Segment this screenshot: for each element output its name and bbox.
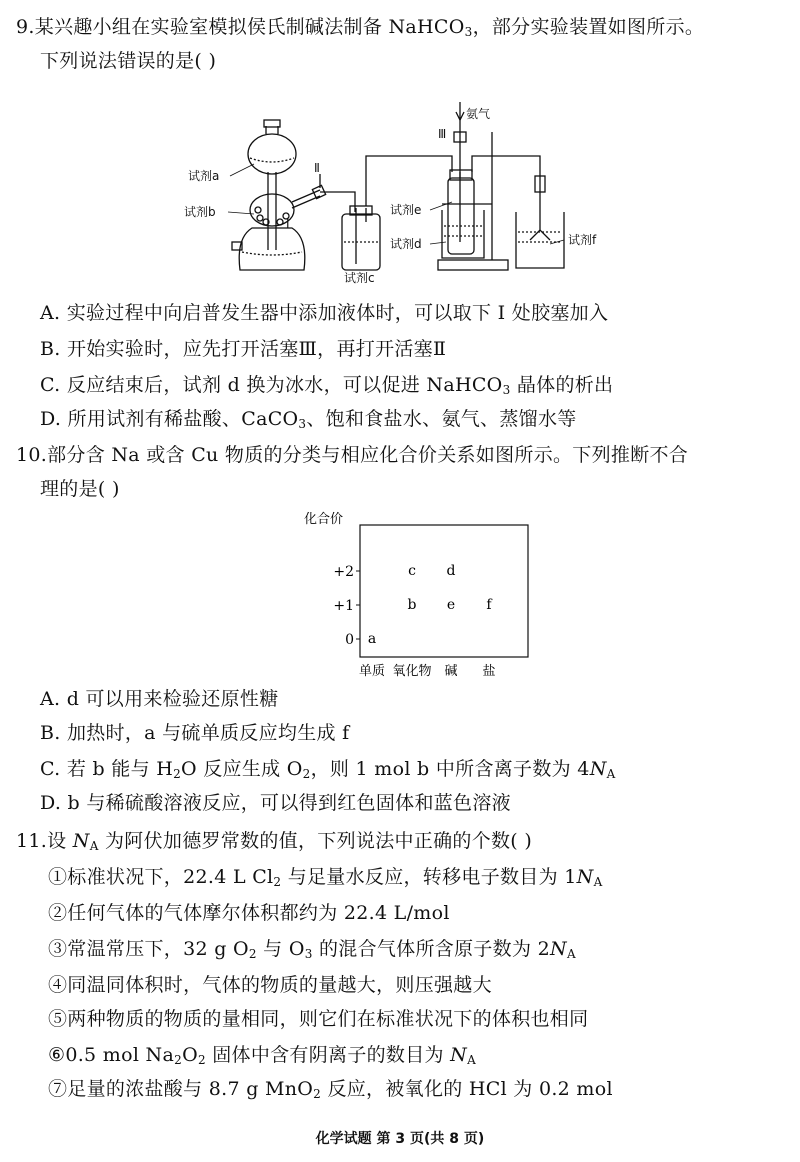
q9-option-b: B. 开始实验时，应先打开活塞Ⅲ，再打开活塞Ⅱ: [40, 338, 447, 360]
kipp-generator: [232, 120, 320, 270]
data-point-a: a: [367, 631, 377, 647]
reagent-b-label: 试剂b: [184, 205, 216, 219]
x-category-label: 单质: [358, 664, 386, 679]
data-point-c: c: [408, 563, 416, 579]
reagent-d-label: 试剂d: [390, 237, 422, 251]
reagent-f-label: 试剂f: [568, 233, 597, 247]
q11-statement-6: ⑥0.5 mol $Na_2O_2$ 固体中含有阴离子的数目为 $N_A$: [48, 1044, 477, 1067]
wash-bottle-c: [342, 206, 380, 270]
q10-option-d: D. b 与稀硫酸溶液反应，可以得到红色固体和蓝色溶液: [40, 792, 511, 814]
q10-stem-line2: 理的是( ): [40, 478, 120, 500]
valence-category-chart: [290, 505, 540, 685]
q11-statement-5: ⑤两种物质的物质的量相同，则它们在标准状况下的体积也相同: [48, 1008, 589, 1030]
beaker-d: [442, 170, 484, 258]
q11-statement-2: ②任何气体的气体摩尔体积都约为 22.4 L/mol: [48, 902, 450, 924]
data-point-d: d: [446, 563, 456, 579]
q9-option-d: D. 所用试剂有稀盐酸、CaCO$_3$、饱和食盐水、氨气、蒸馏水等: [40, 408, 577, 431]
valve-III-label: Ⅲ: [438, 127, 447, 141]
q9-number: 9.: [16, 16, 35, 38]
data-point-b: b: [407, 597, 417, 613]
lab-apparatus-figure: [180, 92, 600, 288]
y-tick-label: +1: [333, 598, 354, 614]
page-footer: 化学试题 第 3 页(共 8 页): [315, 1131, 485, 1147]
x-category-label: 盐: [482, 664, 496, 679]
reagent-e-label: 试剂e: [390, 203, 422, 217]
chart-frame: [360, 525, 528, 657]
q11-statement-3: ③常温常压下，32 g $O_2$ 与 $O_3$ 的混合气体所含原子数为 $2N_A$: [48, 938, 576, 961]
q11-statement-4: ④同温同体积时，气体的物质的量越大，则压强越大: [48, 974, 492, 996]
q11-number: 11.: [16, 830, 48, 852]
q10-stem-line1: 10.部分含 Na 或含 Cu 物质的分类与相应化合价关系如图所示。下列推断不合: [16, 444, 689, 466]
reagent-c-label: 试剂c: [344, 271, 375, 285]
q9-option-a: A. 实验过程中向启普发生器中添加液体时，可以取下 Ⅰ 处胶塞加入: [40, 302, 609, 324]
q11-statement-7: ⑦足量的浓盐酸与 8.7 g MnO$_2$ 反应，被氧化的 HCl 为 0.2 mol: [48, 1078, 613, 1101]
x-category-label: 氧化物: [392, 664, 432, 679]
valve-I-label: Ⅰ: [286, 217, 290, 231]
q11-statement-1: ①标准状况下，22.4 L $Cl_2$ 与足量水反应，转移电子数目为 $1N_A$: [48, 866, 603, 889]
valve-II-label: Ⅱ: [314, 161, 320, 175]
y-axis-label: 化合价: [304, 512, 344, 527]
q11-stem: 11.设 $N_A$ 为阿伏加德罗常数的值，下列说法中正确的个数( ): [16, 830, 533, 853]
q9-stem-line2: 下列说法错误的是( ): [40, 50, 217, 72]
q10-option-c: C. 若 b 能与 $H_2O$ 反应生成 $O_2$，则 1 mol b 中所含离子数为 $4N_A$: [40, 758, 616, 781]
y-tick-label: 0: [345, 632, 354, 648]
q10-number: 10.: [16, 444, 48, 466]
y-tick-label: +2: [333, 564, 354, 580]
data-point-f: f: [486, 597, 492, 613]
q9-option-c: C. 反应结束后，试剂 d 换为冰水，可以促进 NaHCO$_3$ 晶体的析出: [40, 374, 614, 397]
q10-option-a: A. d 可以用来检验还原性糖: [40, 688, 279, 710]
data-point-e: e: [446, 597, 456, 613]
reagent-a-label: 试剂a: [188, 169, 220, 183]
x-category-label: 碱: [444, 664, 458, 679]
ammonia-label: 氨气: [466, 107, 491, 121]
q10-option-b: B. 加热时，a 与硫单质反应均生成 f: [40, 722, 350, 744]
q9-stem-line1: 9.某兴趣小组在实验室模拟侯氏制碱法制备 NaHCO$_3$，部分实验装置如图所示。: [16, 16, 705, 39]
